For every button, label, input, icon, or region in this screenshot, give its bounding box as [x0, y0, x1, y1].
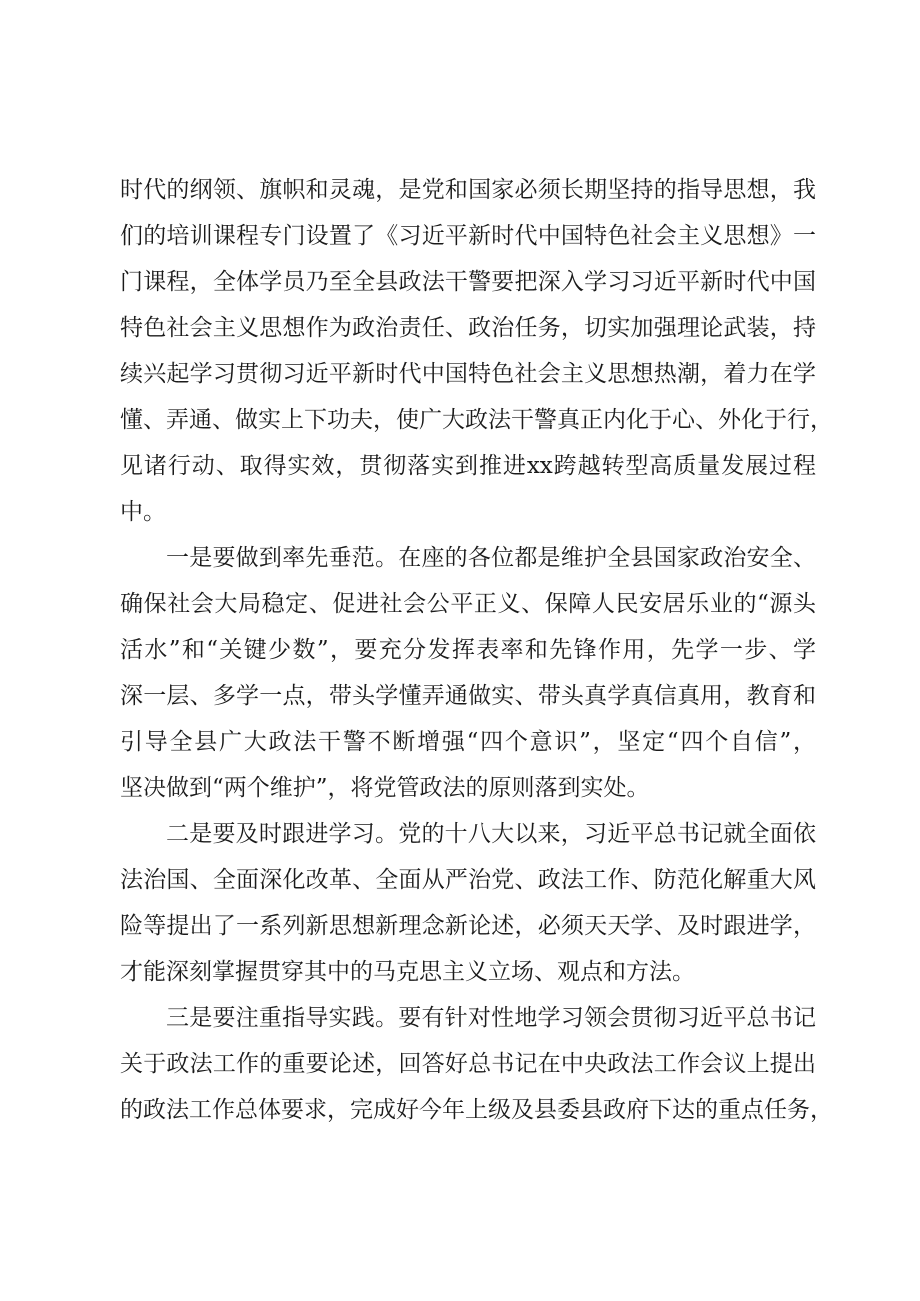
paragraph-intro [120, 167, 833, 535]
text-line: 见诸行动、取得实效，贯彻落实到推进xx跨越转型高质量发展过程 [120, 453, 816, 479]
text-line: 们的培训课程专门设置了《习近平新时代中国特色社会主义思想》一 [120, 223, 816, 249]
text-line: 坚决做到“两个维护”，将党管政法的原则落到实处。 [120, 775, 650, 801]
paragraph-point-2 [120, 811, 816, 995]
text-line: 一是要做到率先垂范。在座的各位都是维护全县国家政治安全、 [166, 545, 816, 571]
paragraph-point-1 [120, 535, 816, 811]
paragraph-point-3 [120, 995, 833, 1133]
text-line: 二是要及时跟进学习。党的十八大以来，习近平总书记就全面依 [166, 821, 816, 847]
text-line: 特色社会主义思想作为政治责任、政治任务，切实加强理论武装，持 [120, 315, 816, 341]
text-line: 门课程，全体学员乃至全县政法干警要把深入学习习近平新时代中国 [120, 269, 816, 295]
text-line: 引导全县广大政法干警不断增强“四个意识”，坚定“四个自信”， [120, 729, 816, 755]
text-line: 中。 [120, 499, 166, 525]
text-line: 懂、弄通、做实上下功夫，使广大政法干警真正内化于心、外化于行， [120, 407, 833, 433]
text-line: 关于政法工作的重要论述，回答好总书记在中央政法工作会议上提出 [120, 1051, 816, 1077]
text-line: 确保社会大局稳定、促进社会公平正义、保障人民安居乐业的“源头 [120, 591, 816, 617]
text-line: 时代的纲领、旗帜和灵魂，是党和国家必须长期坚持的指导思想，我 [120, 177, 816, 203]
text-line: 深一层、多学一点，带头学懂弄通做实、带头真学真信真用，教育和 [120, 683, 816, 709]
text-line: 的政法工作总体要求，完成好今年上级及县委县政府下达的重点任务， [120, 1097, 833, 1123]
text-line: 活水”和“关键少数”，要充分发挥表率和先锋作用，先学一步、学 [120, 637, 816, 663]
text-line: 险等提出了一系列新思想新理念新论述，必须天天学、及时跟进学， [120, 913, 816, 939]
text-line: 三是要注重指导实践。要有针对性地学习领会贯彻习近平总书记 [166, 1005, 816, 1031]
text-line: 才能深刻掌握贯穿其中的马克思主义立场、观点和方法。 [120, 959, 695, 985]
text-line: 续兴起学习贯彻习近平新时代中国特色社会主义思想热潮，着力在学 [120, 361, 816, 387]
document-body [120, 167, 833, 1133]
text-line: 法治国、全面深化改革、全面从严治党、政法工作、防范化解重大风 [120, 867, 816, 893]
